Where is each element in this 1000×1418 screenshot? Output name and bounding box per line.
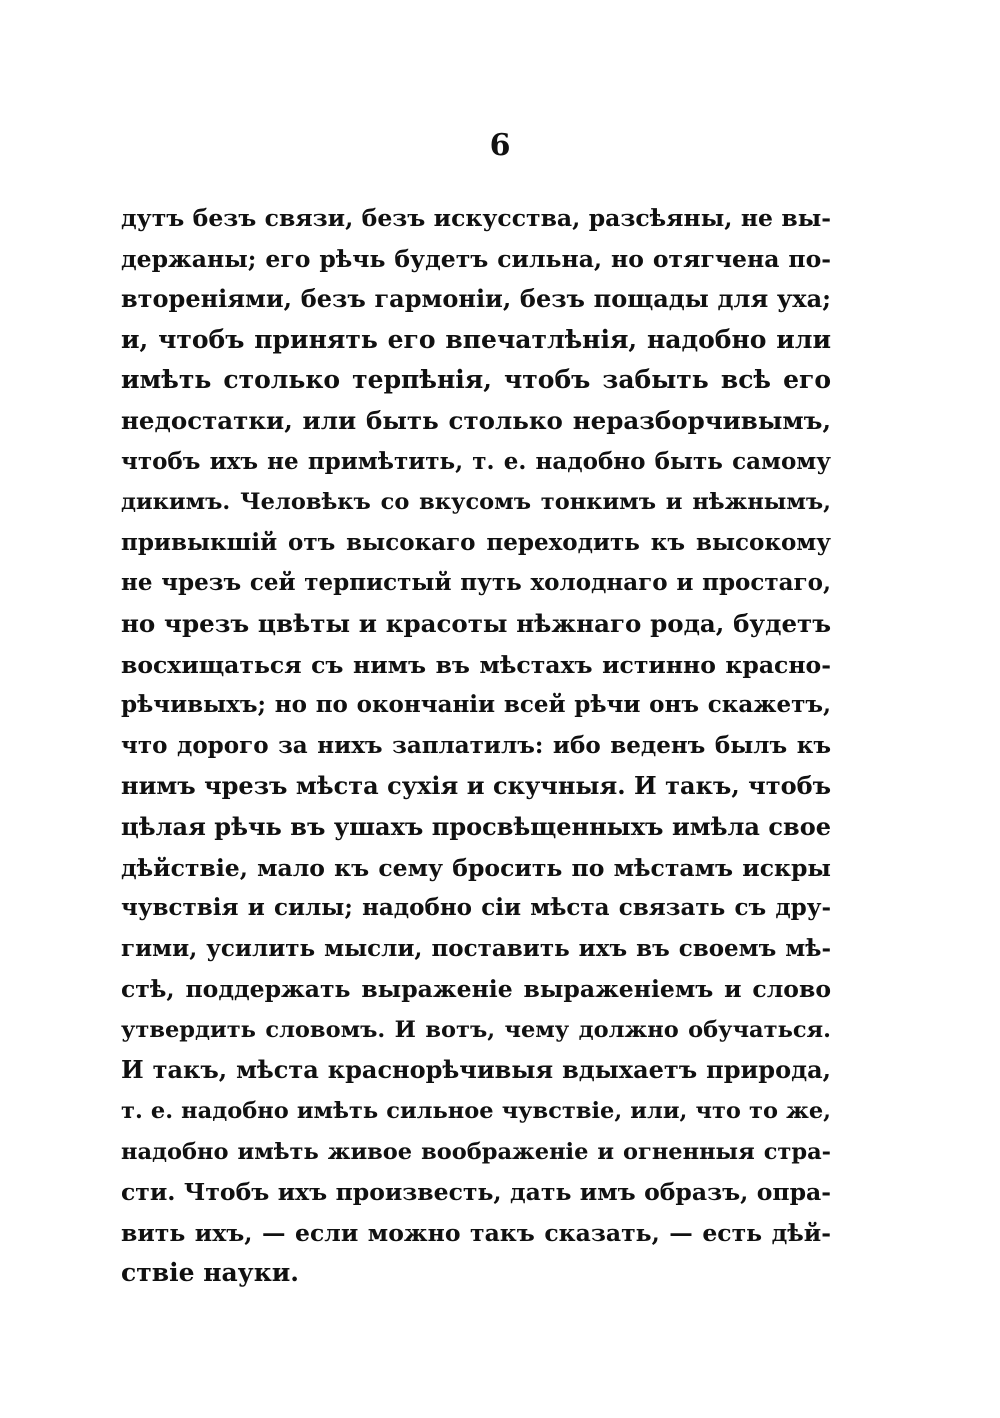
text-line: гими, усилить мысли, поставить ихъ въ своемъ мѣ- [121, 934, 831, 962]
text-line: восхищаться съ нимъ въ мѣстахъ истинно красно- [121, 650, 831, 679]
text-line: чтобъ ихъ не примѣтить, т. е. надобно быть самому [121, 447, 831, 475]
text-line: и, чтобъ принять его впечатлѣнія, надобно или [121, 324, 831, 354]
text-line: рѣчивыхъ; но по окончаніи всей рѣчи онъ скажетъ, [121, 691, 831, 719]
text-line: чувствія и силы; надобно сіи мѣста связать съ дру- [121, 894, 831, 922]
text-line: вить ихъ, — если можно такъ сказать, — есть дѣй- [121, 1218, 831, 1247]
text-line: т. е. надобно имѣть сильное чувствіе, или, что то же, [121, 1098, 831, 1125]
text-line: втореніями, безъ гармоніи, безъ пощады для уха; [121, 284, 831, 314]
text-line: недостатки, или быть столько неразборчивымъ, [121, 405, 831, 435]
text-line: ствіе науки. [121, 1258, 299, 1288]
text-line: что дорого за нихъ заплатилъ: ибо веденъ былъ къ [121, 731, 831, 759]
text-line: не чрезъ сей терпистый путь холоднаго и простаго, [121, 569, 831, 597]
text-line: дѣйствіе, мало къ сему бросить по мѣстамъ искры [121, 853, 831, 882]
text-line: привыкшій отъ высокаго переходить къ высокому [121, 528, 831, 556]
text-line: нимъ чрезъ мѣста сухія и скучныя. И такъ, чтобъ [121, 771, 831, 801]
text-line: дутъ безъ связи, безъ искусства, разсѣяны, не вы- [121, 204, 831, 232]
text-line: надобно имѣть живое воображеніе и огненныя стра- [121, 1138, 831, 1165]
text-line: сти. Чтобъ ихъ произвесть, дать имъ образъ, опра- [121, 1178, 831, 1207]
text-line: держаны; его рѣчь будетъ сильна, но отягчена по- [121, 244, 831, 273]
text-line: дикимъ. Человѣкъ со вкусомъ тонкимъ и нѣжнымъ, [121, 489, 831, 516]
text-line: стѣ, поддержать выраженіе выраженіемъ и слово [121, 975, 831, 1004]
body-text [121, 198, 831, 1294]
text-line: но чрезъ цвѣты и красоты нѣжнаго рода, будетъ [121, 608, 831, 638]
page-number: 6 [489, 128, 511, 163]
text-line: имѣть столько терпѣнія, чтобъ забыть всѣ его [121, 365, 831, 395]
text-line: цѣлая рѣчь въ ушахъ просвѣщенныхъ имѣла свое [121, 811, 831, 841]
text-line: утвердить словомъ. И вотъ, чему должно обучаться. [121, 1016, 831, 1043]
text-line: И такъ, мѣста краснорѣчивыя вдыхаетъ природа, [121, 1055, 831, 1085]
